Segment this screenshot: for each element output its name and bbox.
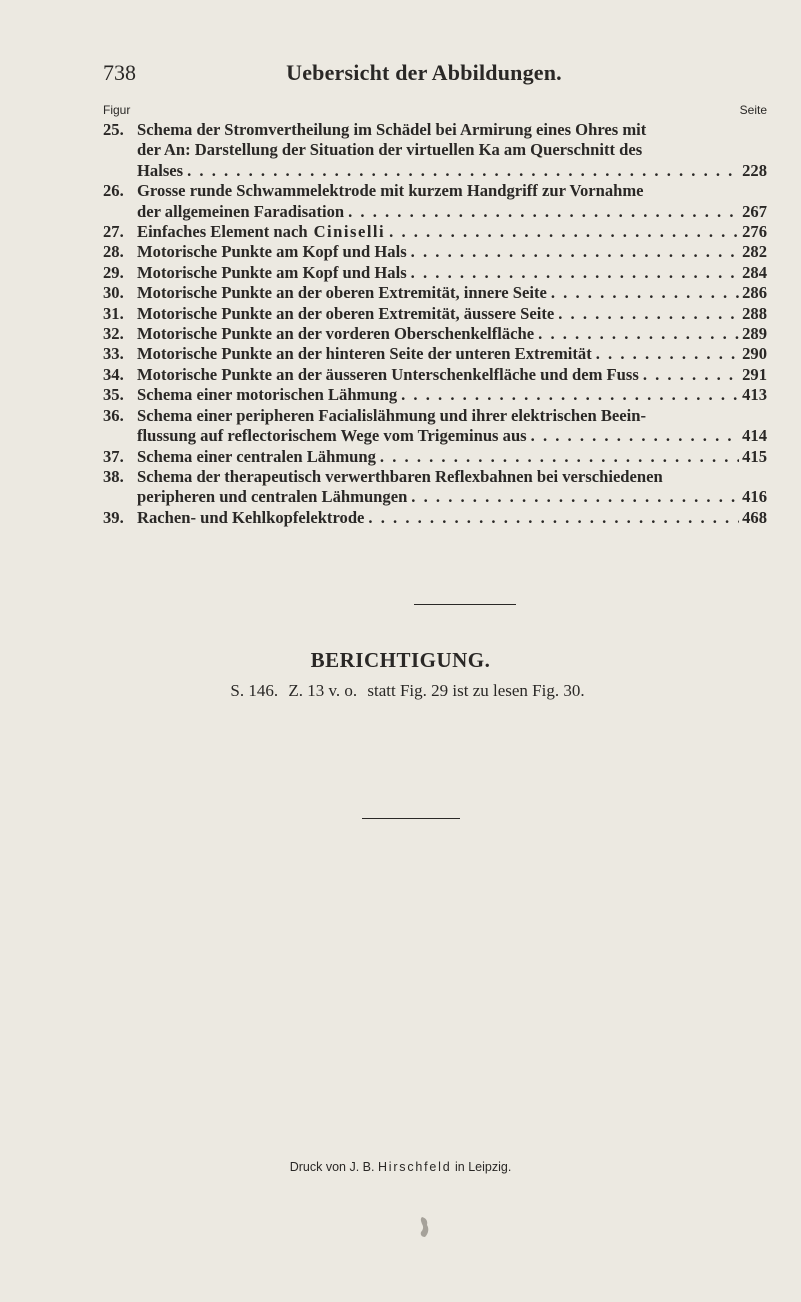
figure-number: 36. [103,405,124,425]
divider-rule [362,818,460,819]
caption-text: Einfaches Element nach [137,222,308,242]
printer-imprint [0,1160,801,1174]
figure-entry [103,344,767,364]
page-reference: 276 [742,222,767,242]
dot-leader [183,161,739,181]
page-reference: 413 [742,385,767,405]
figure-caption-line [137,344,767,364]
caption-text: Motorische Punkte an der vorderen Oberschenkelfläche [137,324,535,344]
figure-number: 32. [103,324,124,344]
figure-caption-line [137,365,767,385]
running-title: Uebersicht der Abbildungen. [286,60,562,85]
figure-entry [103,365,767,385]
figure-entry [103,324,767,344]
page-reference: 415 [742,446,767,466]
dot-leader [527,426,739,446]
errata-correction: statt Fig. 29 ist zu lesen Fig. 30. [367,681,585,700]
dot-leader [547,283,739,303]
figure-column-heading: Figur [103,103,131,117]
figure-caption-line [137,447,767,467]
dot-leader [407,242,739,262]
page-reference: 290 [742,344,767,364]
page-number: 738 [103,60,136,85]
figure-caption-line: Schema der Stromvertheilung im Schädel bei Armirung eines Ohres mit [137,120,647,139]
page-reference: 416 [742,487,767,507]
caption-text: Motorische Punkte am Kopf und Hals [137,262,407,282]
page-reference: 468 [742,507,767,527]
figure-caption-line [137,426,767,446]
page-reference: 414 [742,426,767,446]
caption-text: Motorische Punkte an der oberen Extremität, äussere Seite [137,303,555,323]
figure-entry [103,447,767,467]
dot-leader [364,508,739,528]
page-reference: 282 [742,242,767,262]
figure-number: 30. [103,283,124,303]
figure-number: 25. [103,120,124,139]
caption-text: Halses [137,160,184,180]
dot-leader [397,385,739,405]
errata-text [0,681,801,701]
dot-leader [639,365,739,385]
dot-leader [344,202,739,222]
figure-entry [103,406,767,447]
figure-caption-line [137,385,767,405]
dot-leader [407,263,739,283]
page-reference: 284 [742,262,767,282]
errata-line: Z. 13 v. o. [288,681,358,700]
figure-caption-line: der An: Darstellung der Situation der virtuellen Ka am Querschnitt des [137,140,643,160]
caption-text: der allgemeinen Faradisation [137,201,345,221]
figure-entry [103,467,767,508]
figure-caption-line: Schema der therapeutisch verwerthbaren Reflexbahnen bei verschiedenen [137,466,663,486]
caption-text: Motorische Punkte an der äusseren Unterschenkelfläche und dem Fuss [137,364,639,384]
caption-author-name: Ciniselli [313,222,386,242]
figure-caption-line [137,508,767,528]
figure-entry [103,304,767,324]
column-headings [103,103,767,119]
figure-caption-line: Grosse runde Schwammelektrode mit kurzem Handgriff zur Vornahme [137,181,644,201]
figure-number: 27. [103,222,124,242]
figure-caption-line [137,242,767,262]
caption-text: Schema einer motorischen Lähmung [137,385,398,405]
caption-text: Motorische Punkte am Kopf und Hals [137,242,407,262]
figure-number: 29. [103,262,124,282]
figure-number: 37. [103,446,124,466]
figure-caption-line [137,161,767,181]
figure-entry [103,222,767,242]
figure-entry [103,385,767,405]
dot-leader [376,447,739,467]
page-column-heading: Seite [739,103,767,117]
figure-caption-line [137,283,767,303]
figure-list [103,120,767,528]
dot-leader [554,304,739,324]
dot-leader [407,487,739,507]
figure-entry [103,508,767,528]
errata-heading: BERICHTIGUNG. [310,648,491,672]
figure-caption-line [137,324,767,344]
dot-leader [592,344,739,364]
divider-rule [414,604,516,605]
figure-number: 33. [103,344,124,364]
figure-caption-line [137,202,767,222]
figure-number: 26. [103,181,124,201]
figure-number: 35. [103,385,124,405]
dot-leader [534,324,739,344]
caption-text: peripheren und centralen Lähmungen [137,487,408,507]
page-header [103,60,745,86]
figure-number: 28. [103,242,124,262]
imprint-prefix: Druck von J. B. [289,1160,375,1174]
figure-entry [103,283,767,303]
caption-text: Rachen- und Kehlkopfelektrode [137,507,365,527]
imprint-name: Hirschfeld [377,1160,452,1174]
figure-number: 39. [103,507,124,527]
figure-number: 31. [103,303,124,323]
figure-entry [103,263,767,283]
library-stamp-mark [417,1216,431,1238]
figure-entry [103,181,767,222]
dot-leader [385,222,739,242]
figure-entry [103,120,767,181]
page-reference: 289 [742,324,767,344]
figure-caption-line: Schema einer peripheren Facialislähmung und ihrer elektrischen Beein- [137,405,647,425]
figure-number: 34. [103,364,124,384]
page-reference: 291 [742,364,767,384]
caption-text: Motorische Punkte an der oberen Extremität, innere Seite [137,283,547,303]
figure-number: 38. [103,466,124,486]
figure-caption-line [137,222,767,242]
caption-text: flussung auf reflectorischem Wege vom Trigeminus aus [137,426,527,446]
page-reference: 286 [742,283,767,303]
caption-text: Schema einer centralen Lähmung [137,446,376,466]
figure-caption-line [137,487,767,507]
imprint-suffix: in Leipzig. [455,1160,512,1174]
figure-entry [103,242,767,262]
page-reference: 288 [742,303,767,323]
caption-text: Motorische Punkte an der hinteren Seite der unteren Extremität [137,344,592,364]
errata-page: S. 146. [230,681,279,700]
figure-caption-line [137,263,767,283]
figure-caption-line [137,304,767,324]
page-reference: 228 [742,160,767,180]
page-reference: 267 [742,201,767,221]
